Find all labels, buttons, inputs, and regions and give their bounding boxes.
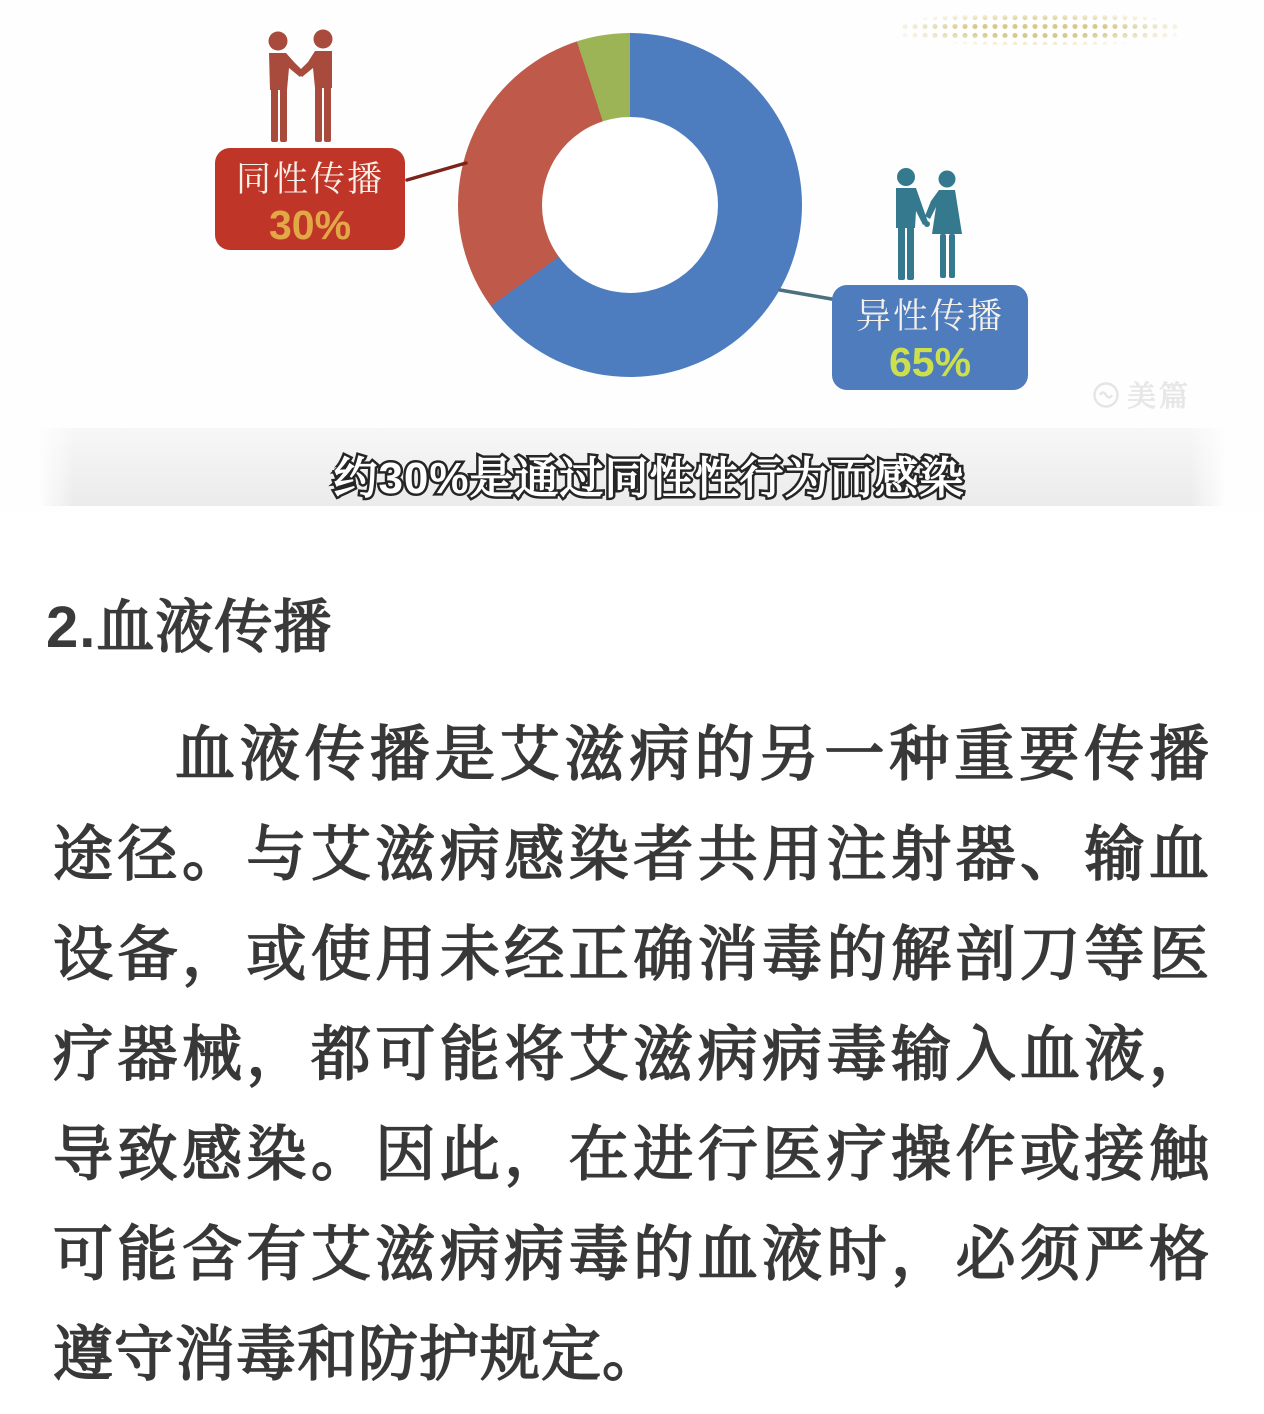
paragraph-line: 可能含有艾滋病病毒的血液时，必须严格 [53,1221,1210,1288]
paragraph-line: 疗器械，都可能将艾滋病病毒输入血液， [53,1021,1210,1088]
paragraph-line: 设备，或使用未经正确消毒的解剖刀等医 [53,921,1210,988]
paragraph-line: 遵守消毒和防护规定。 [53,1321,663,1388]
same-sex-couple-icon [246,28,356,148]
heterosexual-couple-icon [884,166,972,282]
figure-image[interactable] [0,0,1264,512]
watermark [1092,374,1191,415]
donut-chart [458,33,802,377]
callout-heterosexual-label: 异性传播 [855,297,1004,336]
callout-same-sex-label: 同性传播 [235,160,384,199]
dots-decoration [900,13,1178,45]
callout-heterosexual [832,285,1028,390]
donut-hole [542,117,718,293]
watermark-logo-icon [1092,381,1120,409]
callout-same-sex-value: 30% [268,201,352,248]
paragraph [53,705,1210,1405]
paragraph-line: 途径。与艾滋病感染者共用注射器、输血 [53,821,1210,888]
section-heading: 2.血液传播 [46,595,333,660]
paragraph-line: 血液传播是艾滋病的另一种重要传播 [175,721,1210,788]
callout-heterosexual-value: 65% [888,338,972,385]
watermark-text: 美篇 [1127,381,1192,413]
callout-same-sex [215,148,405,250]
paragraph-line: 导致感染。因此，在进行医疗操作或接触 [53,1121,1210,1188]
figure-caption: 约30%是通过同性性行为而感染 [333,454,965,503]
